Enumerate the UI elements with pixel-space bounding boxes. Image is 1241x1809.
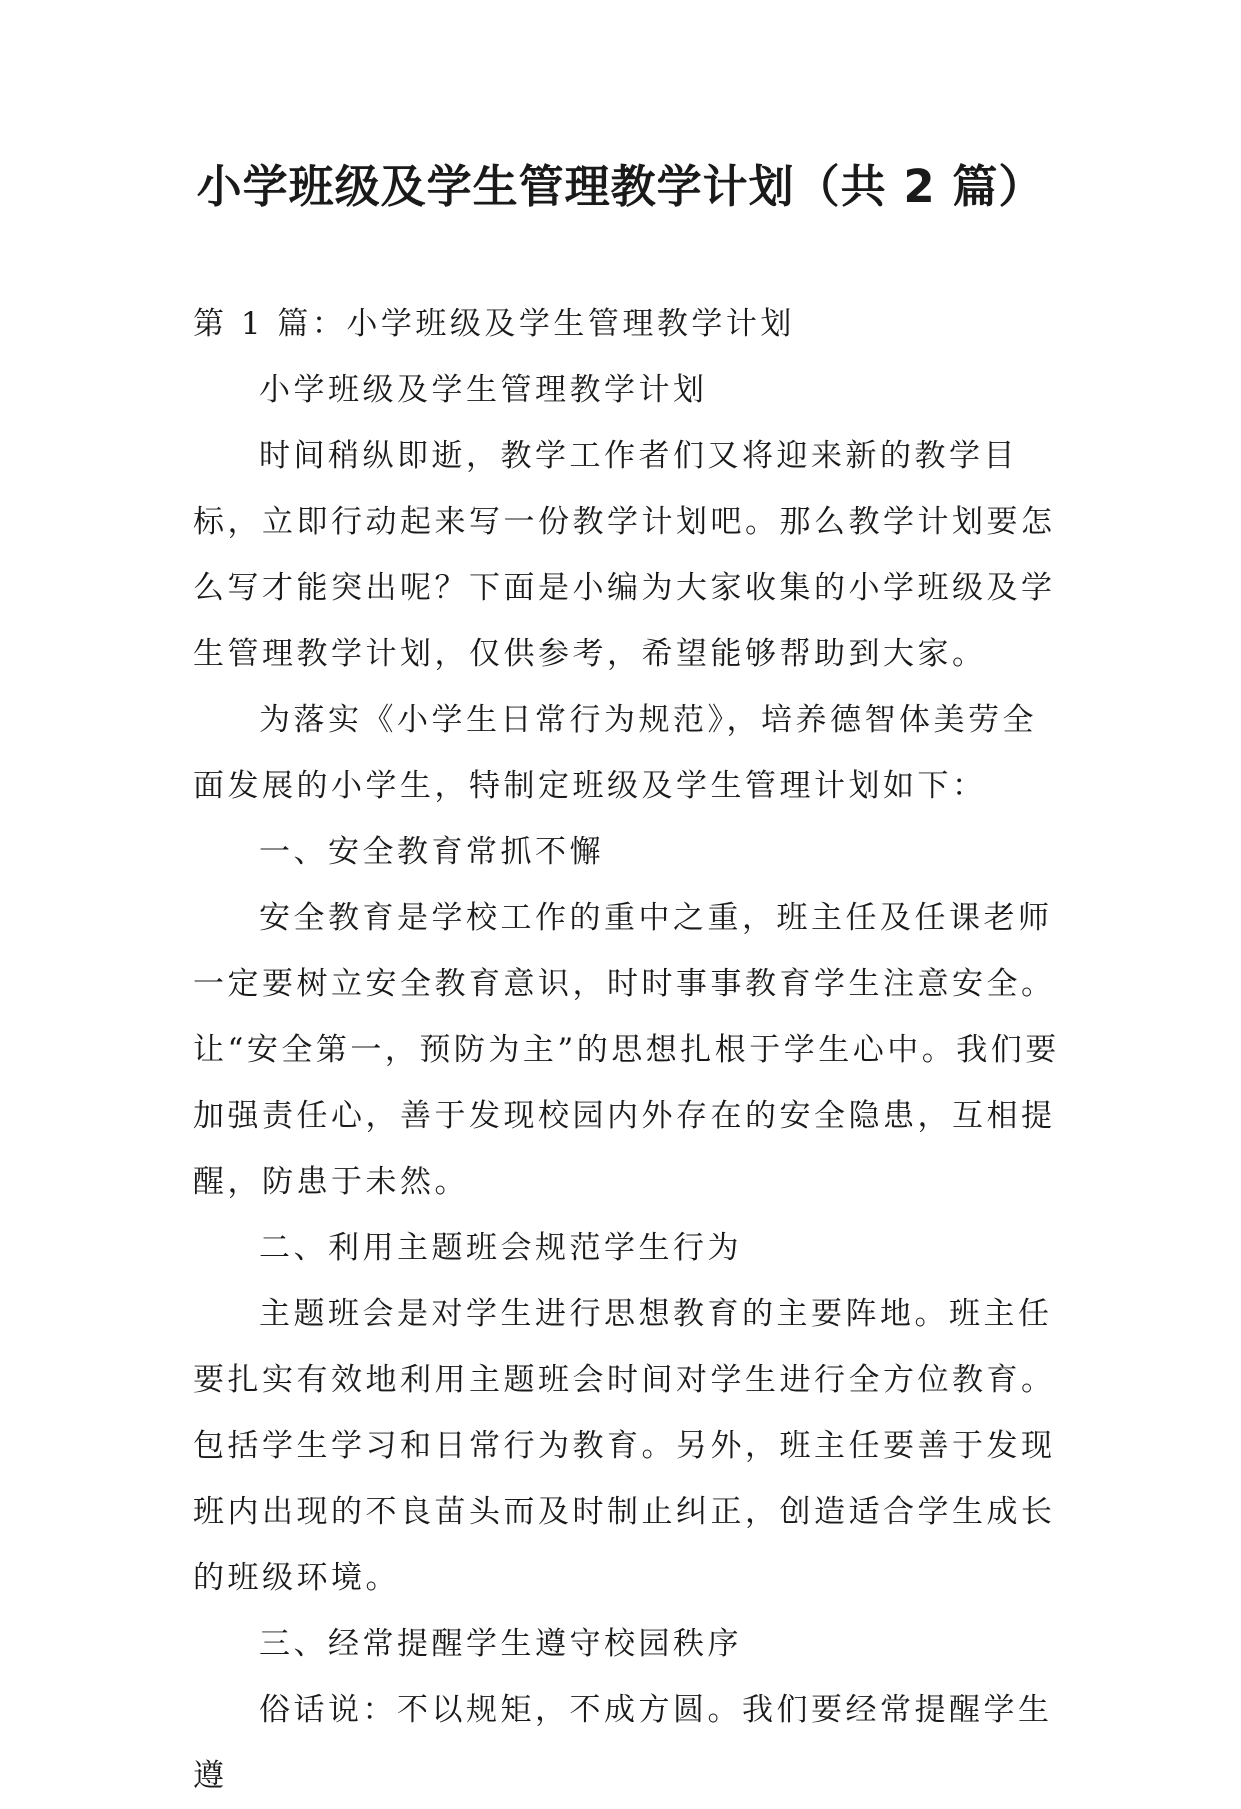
intro-paragraph: 时间稍纵即逝，教学工作者们又将迎来新的教学目标，立即行动起来写一份教学计划吧。那么教学计划要怎么写才能突出呢？下面是小编为大家收集的小学班级及学生管理教学计划，仅供参考，希望能够帮助到大家。 (193, 438, 1056, 672)
heading-school-order: 三、经常提醒学生遵守校园秩序 (259, 1626, 742, 1662)
section-heading: 第 1 篇：小学班级及学生管理教学计划 (193, 306, 795, 342)
safety-paragraph: 安全教育是学校工作的重中之重，班主任及任课老师一定要树立安全教育意识，时时事事教育学生注意安全。让“安全第一，预防为主”的思想扎根于学生心中。我们要加强责任心，善于发现校园内外存在的安全隐患，互相提醒，防患于未然。 (193, 900, 1060, 1200)
sub-title: 小学班级及学生管理教学计划 (259, 372, 708, 408)
document-title: 小学班级及学生管理教学计划（共 2 篇） (196, 160, 1045, 213)
heading-safety: 一、安全教育常抓不懈 (259, 834, 604, 870)
heading-class-meeting: 二、利用主题班会规范学生行为 (259, 1230, 742, 1266)
purpose-paragraph: 为落实《小学生日常行为规范》，培养德智体美劳全面发展的小学生，特制定班级及学生管理计划如下： (193, 702, 1037, 804)
school-order-paragraph: 俗话说：不以规矩，不成方圆。我们要经常提醒学生遵 (193, 1692, 1053, 1794)
class-meeting-paragraph: 主题班会是对学生进行思想教育的主要阵地。班主任要扎实有效地利用主题班会时间对学生进行全方位教育。包括学生学习和日常行为教育。另外，班主任要善于发现班内出现的不良苗头而及时制止纠正，创造适合学生成长的班级环境。 (193, 1296, 1056, 1596)
document-body (193, 291, 1063, 1809)
